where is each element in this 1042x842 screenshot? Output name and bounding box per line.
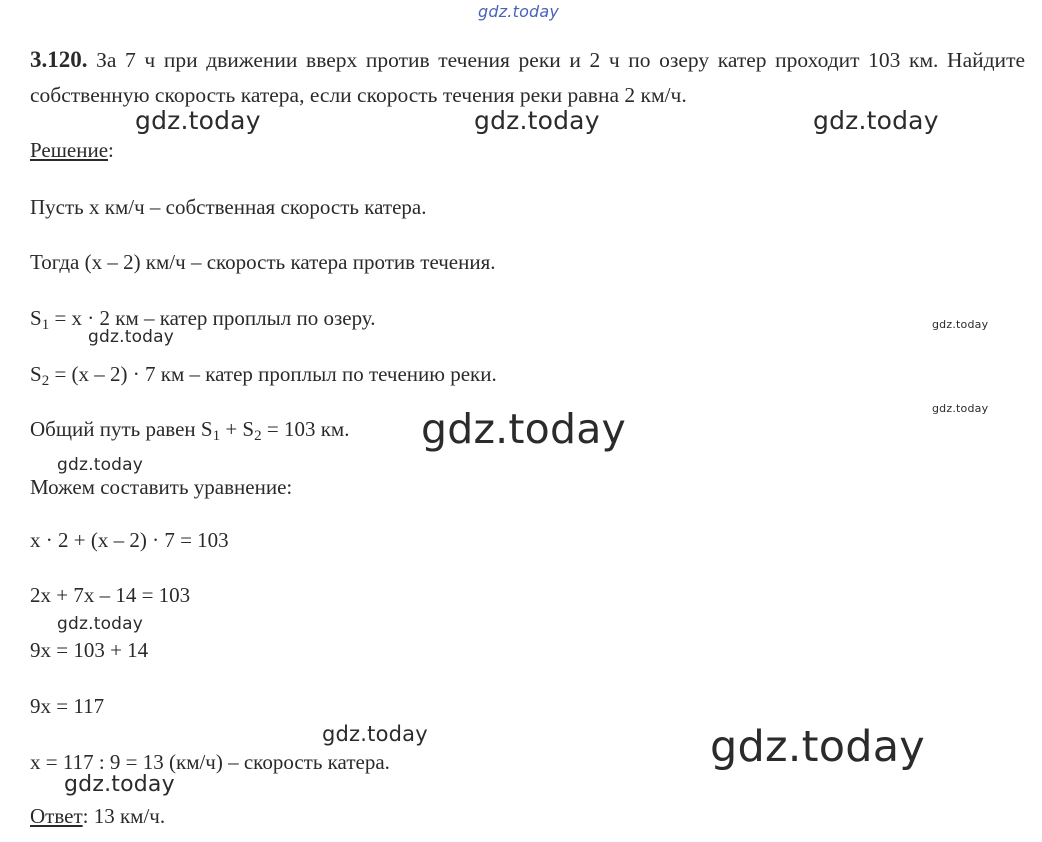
watermark: gdz.today xyxy=(64,772,175,797)
watermark: gdz.today xyxy=(932,318,989,331)
s1-rest: = х · 2 км – катер проплыл по озеру. xyxy=(49,306,376,330)
s1-subscript: 1 xyxy=(41,317,50,333)
line-s1 xyxy=(30,305,375,331)
total-part-a: Общий путь равен S xyxy=(30,417,213,441)
s2-symbol: S xyxy=(30,362,42,386)
answer-line xyxy=(30,803,165,829)
line-s2 xyxy=(30,361,497,387)
watermark: gdz.today xyxy=(710,722,925,772)
s2-rest: = (х – 2) · 7 км – катер проплыл по течению реки. xyxy=(49,362,497,386)
line-total xyxy=(30,416,349,442)
total-part-b: + S xyxy=(220,417,255,441)
line-let-x: Пусть х км/ч – собственная скорость катера. xyxy=(30,195,427,219)
line-eq1: х · 2 + (х – 2) · 7 = 103 xyxy=(30,528,229,552)
watermark: gdz.today xyxy=(88,327,175,347)
problem-number: 3.120. xyxy=(30,47,88,72)
line-then: Тогда (х – 2) км/ч – скорость катера против течения. xyxy=(30,250,496,274)
watermark: gdz.today xyxy=(421,405,626,453)
s2-subscript: 2 xyxy=(41,373,50,389)
watermark: gdz.today xyxy=(474,106,600,135)
watermark: gdz.today xyxy=(322,722,428,746)
answer-value: : 13 км/ч. xyxy=(82,804,166,828)
solution-heading-colon: : xyxy=(108,138,114,162)
total-part-c: = 103 км. xyxy=(261,417,350,441)
total-sub-1: 1 xyxy=(212,428,221,444)
line-eq4: 9х = 117 xyxy=(30,694,105,718)
watermark: gdz.today xyxy=(57,614,144,634)
answer-label: Ответ xyxy=(30,804,83,828)
s1-symbol: S xyxy=(30,306,42,330)
watermark: gdz.today xyxy=(57,455,144,475)
line-equation-intro: Можем составить уравнение: xyxy=(30,475,293,499)
watermark: gdz.today xyxy=(932,402,989,415)
problem-text: За 7 ч при движении вверх против течения реки и 2 ч по озеру катер проходит 103 км. Найдите собственную скорость катера, если скорость течения реки равна 2 км/ч. xyxy=(30,48,1026,107)
solution-heading xyxy=(30,137,114,163)
watermark: gdz.today xyxy=(135,106,261,135)
line-eq3: 9х = 103 + 14 xyxy=(30,638,149,662)
watermark-top: gdz.today xyxy=(478,2,560,21)
line-eq2: 2х + 7х – 14 = 103 xyxy=(30,583,191,607)
problem-statement xyxy=(30,42,1025,113)
total-sub-2: 2 xyxy=(254,428,262,444)
watermark: gdz.today xyxy=(813,106,939,135)
line-eq5: х = 117 : 9 = 13 (км/ч) – скорость катера. xyxy=(30,750,390,774)
solution-heading-text: Решение xyxy=(30,138,109,162)
